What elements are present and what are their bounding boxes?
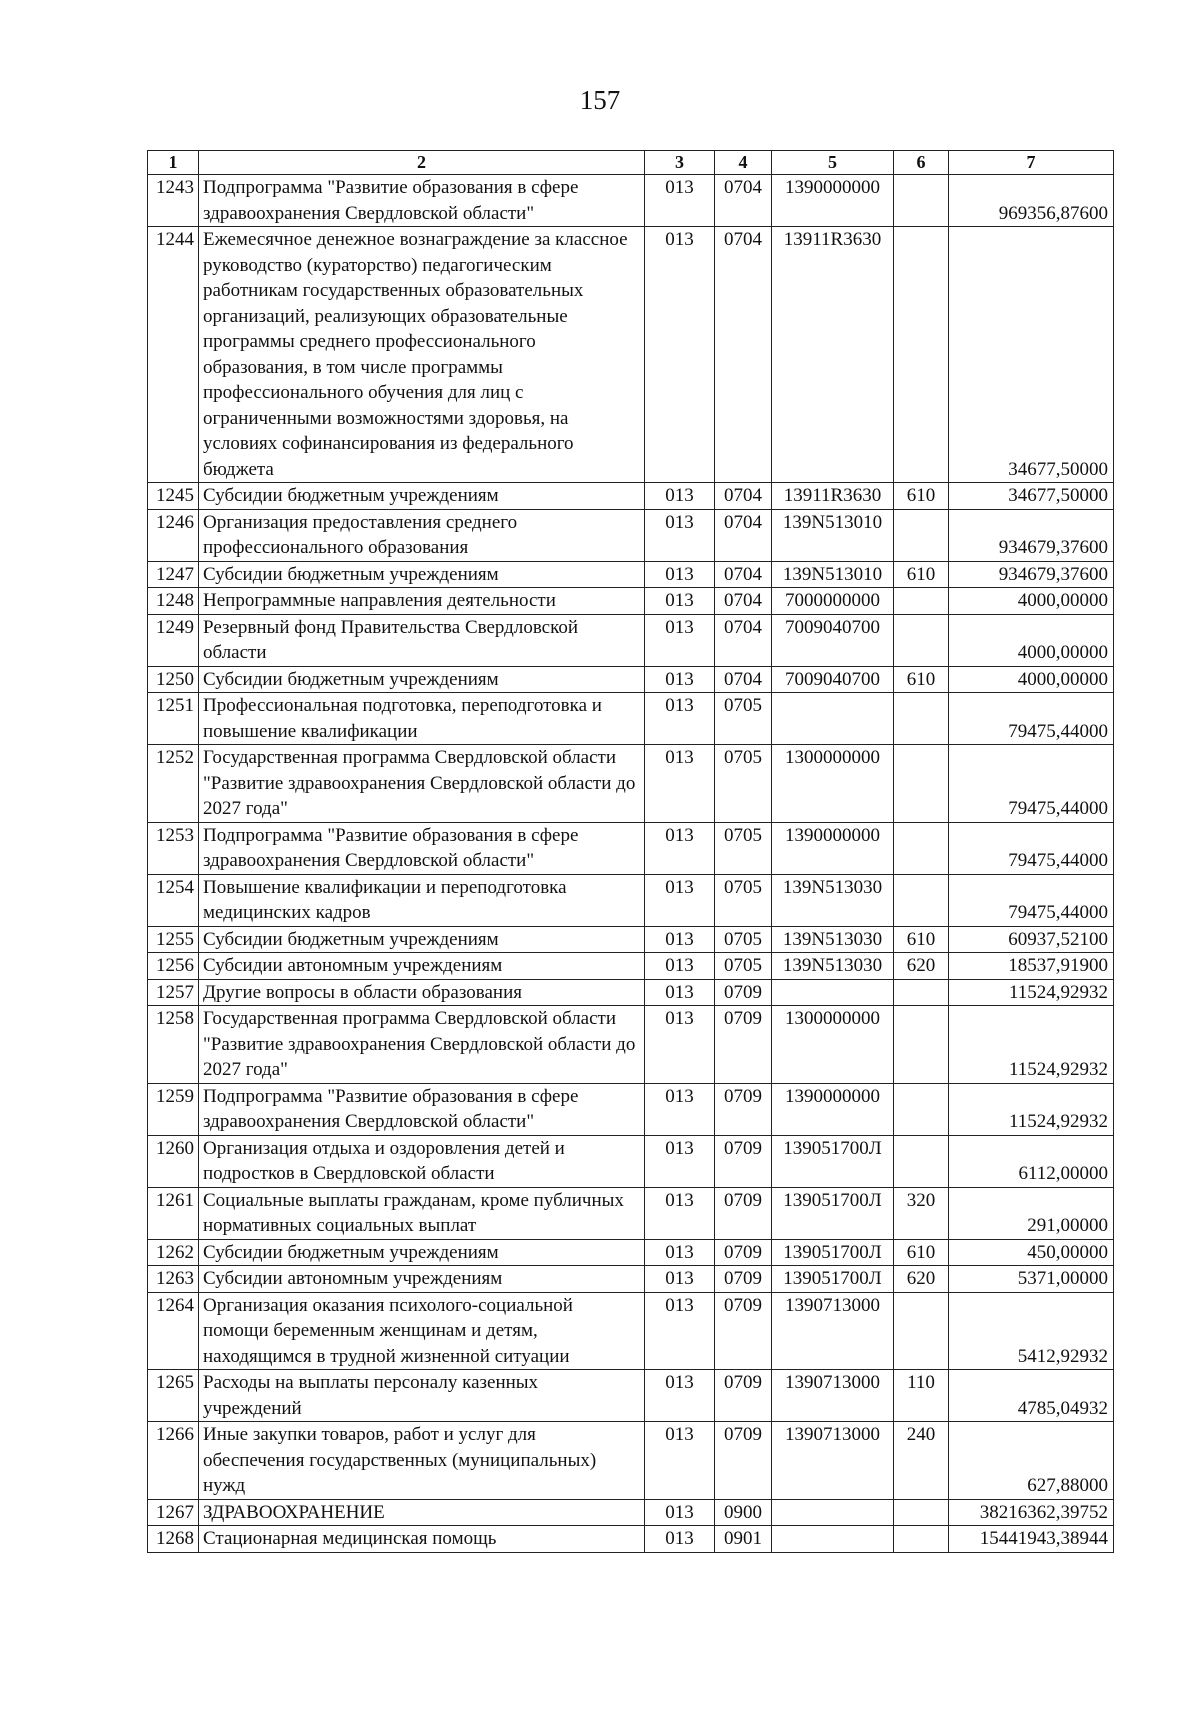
row-code-4: 0709 [715, 1083, 772, 1135]
row-sum: 79475,44000 [949, 822, 1114, 874]
row-code-5: 139N513010 [772, 509, 894, 561]
row-name: Субсидии бюджетным учреждениям [199, 561, 645, 588]
row-code-5: 1390000000 [772, 1083, 894, 1135]
table-row [148, 175, 1114, 227]
row-code-4: 0705 [715, 926, 772, 953]
row-code-5: 139051700Л [772, 1266, 894, 1293]
row-sum: 969356,87600 [949, 175, 1114, 227]
row-code-3: 013 [645, 1370, 715, 1422]
row-code-4: 0704 [715, 561, 772, 588]
row-sum: 934679,37600 [949, 509, 1114, 561]
row-code-5 [772, 979, 894, 1006]
row-code-3: 013 [645, 1083, 715, 1135]
row-name: Организация предоставления среднего профессионального образования [199, 509, 645, 561]
row-code-4: 0704 [715, 588, 772, 615]
row-number: 1256 [148, 953, 199, 980]
row-sum: 4000,00000 [949, 588, 1114, 615]
row-code-3: 013 [645, 666, 715, 693]
row-code-6 [894, 614, 949, 666]
row-code-4: 0709 [715, 1135, 772, 1187]
table-row [148, 1083, 1114, 1135]
row-name: Подпрограмма "Развитие образования в сфере здравоохранения Свердловской области" [199, 822, 645, 874]
row-code-5: 139N513010 [772, 561, 894, 588]
row-code-6: 620 [894, 953, 949, 980]
row-name: Государственная программа Свердловской области "Развитие здравоохранения Свердловской области до 2027 года" [199, 1006, 645, 1084]
row-name: Субсидии бюджетным учреждениям [199, 1239, 645, 1266]
row-code-4: 0709 [715, 1292, 772, 1370]
row-number: 1252 [148, 745, 199, 823]
row-code-6 [894, 175, 949, 227]
row-number: 1258 [148, 1006, 199, 1084]
row-sum: 4785,04932 [949, 1370, 1114, 1422]
row-code-6: 320 [894, 1187, 949, 1239]
row-number: 1267 [148, 1499, 199, 1526]
row-number: 1262 [148, 1239, 199, 1266]
row-sum: 38216362,39752 [949, 1499, 1114, 1526]
row-sum: 4000,00000 [949, 666, 1114, 693]
row-code-3: 013 [645, 227, 715, 483]
row-code-3: 013 [645, 953, 715, 980]
row-code-6 [894, 509, 949, 561]
row-name: Субсидии бюджетным учреждениям [199, 926, 645, 953]
row-sum: 450,00000 [949, 1239, 1114, 1266]
row-name: Ежемесячное денежное вознаграждение за классное руководство (кураторство) педагогическим работникам государственных образовательных организаций, реализующих образовательные программы среднего профессионального образования, в том числе программы профессионального обучения для лиц с ограниченными возможностями здоровья, на условиях софинансирования из федерального бюджета [199, 227, 645, 483]
row-code-5: 1390713000 [772, 1370, 894, 1422]
row-code-6 [894, 1499, 949, 1526]
header-col-7: 7 [949, 151, 1114, 175]
row-code-3: 013 [645, 693, 715, 745]
row-code-4: 0704 [715, 175, 772, 227]
row-code-4: 0705 [715, 822, 772, 874]
row-code-4: 0709 [715, 1239, 772, 1266]
row-code-6 [894, 745, 949, 823]
row-sum: 79475,44000 [949, 693, 1114, 745]
table-row [148, 666, 1114, 693]
row-code-3: 013 [645, 561, 715, 588]
row-number: 1260 [148, 1135, 199, 1187]
table-row [148, 1499, 1114, 1526]
table-row [148, 874, 1114, 926]
table-row [148, 509, 1114, 561]
row-code-3: 013 [645, 1239, 715, 1266]
row-sum: 18537,91900 [949, 953, 1114, 980]
row-code-5: 1300000000 [772, 1006, 894, 1084]
row-code-4: 0705 [715, 693, 772, 745]
row-code-4: 0705 [715, 874, 772, 926]
row-code-5: 1390713000 [772, 1422, 894, 1500]
row-code-3: 013 [645, 979, 715, 1006]
row-code-6 [894, 1135, 949, 1187]
row-code-6 [894, 227, 949, 483]
row-sum: 11524,92932 [949, 1083, 1114, 1135]
row-sum: 79475,44000 [949, 874, 1114, 926]
row-sum: 5371,00000 [949, 1266, 1114, 1293]
row-code-3: 013 [645, 745, 715, 823]
row-sum: 291,00000 [949, 1187, 1114, 1239]
row-sum: 15441943,38944 [949, 1526, 1114, 1553]
row-code-3: 013 [645, 1135, 715, 1187]
row-code-3: 013 [645, 1292, 715, 1370]
row-number: 1251 [148, 693, 199, 745]
table-row [148, 1526, 1114, 1553]
row-code-5: 139N513030 [772, 953, 894, 980]
table-row [148, 1006, 1114, 1084]
row-code-4: 0704 [715, 227, 772, 483]
row-number: 1264 [148, 1292, 199, 1370]
table-row [148, 822, 1114, 874]
row-code-6 [894, 1006, 949, 1084]
row-code-5: 7000000000 [772, 588, 894, 615]
table-body [148, 175, 1114, 1553]
row-code-4: 0704 [715, 614, 772, 666]
row-code-4: 0709 [715, 1006, 772, 1084]
row-code-3: 013 [645, 926, 715, 953]
header-row [148, 151, 1114, 175]
row-code-4: 0704 [715, 666, 772, 693]
row-number: 1243 [148, 175, 199, 227]
row-number: 1266 [148, 1422, 199, 1500]
row-number: 1265 [148, 1370, 199, 1422]
row-name: Организация отдыха и оздоровления детей и подростков в Свердловской области [199, 1135, 645, 1187]
row-number: 1255 [148, 926, 199, 953]
row-sum: 11524,92932 [949, 979, 1114, 1006]
row-code-5: 139051700Л [772, 1239, 894, 1266]
table-row [148, 561, 1114, 588]
row-code-5: 139051700Л [772, 1135, 894, 1187]
row-sum: 34677,50000 [949, 483, 1114, 510]
row-name: ЗДРАВООХРАНЕНИЕ [199, 1499, 645, 1526]
row-number: 1244 [148, 227, 199, 483]
row-sum: 4000,00000 [949, 614, 1114, 666]
row-code-5: 1300000000 [772, 745, 894, 823]
row-code-6: 620 [894, 1266, 949, 1293]
row-sum: 627,88000 [949, 1422, 1114, 1500]
table-row [148, 588, 1114, 615]
table-row [148, 614, 1114, 666]
row-code-4: 0704 [715, 483, 772, 510]
row-name: Расходы на выплаты персоналу казенных учреждений [199, 1370, 645, 1422]
row-number: 1246 [148, 509, 199, 561]
row-code-6 [894, 874, 949, 926]
row-sum: 34677,50000 [949, 227, 1114, 483]
row-number: 1257 [148, 979, 199, 1006]
table-row [148, 953, 1114, 980]
row-name: Резервный фонд Правительства Свердловской области [199, 614, 645, 666]
row-name: Профессиональная подготовка, переподготовка и повышение квалификации [199, 693, 645, 745]
row-name: Организация оказания психолого-социальной помощи беременным женщинам и детям, находящимся в трудной жизненной ситуации [199, 1292, 645, 1370]
row-code-6 [894, 693, 949, 745]
table-row [148, 1422, 1114, 1500]
row-code-3: 013 [645, 614, 715, 666]
row-number: 1259 [148, 1083, 199, 1135]
row-name: Субсидии бюджетным учреждениям [199, 666, 645, 693]
row-code-4: 0705 [715, 745, 772, 823]
row-code-6: 610 [894, 1239, 949, 1266]
table-row [148, 926, 1114, 953]
row-code-6 [894, 588, 949, 615]
row-code-5: 139N513030 [772, 874, 894, 926]
row-code-6: 240 [894, 1422, 949, 1500]
row-code-3: 013 [645, 1422, 715, 1500]
row-code-6 [894, 1526, 949, 1553]
row-code-3: 013 [645, 1499, 715, 1526]
budget-table [147, 150, 1114, 1553]
row-code-6: 610 [894, 926, 949, 953]
header-col-2: 2 [199, 151, 645, 175]
header-col-1: 1 [148, 151, 199, 175]
row-name: Подпрограмма "Развитие образования в сфере здравоохранения Свердловской области" [199, 175, 645, 227]
row-name: Государственная программа Свердловской области "Развитие здравоохранения Свердловской области до 2027 года" [199, 745, 645, 823]
row-code-3: 013 [645, 588, 715, 615]
row-code-5 [772, 693, 894, 745]
row-sum: 6112,00000 [949, 1135, 1114, 1187]
row-name: Иные закупки товаров, работ и услуг для обеспечения государственных (муниципальных) нужд [199, 1422, 645, 1500]
row-name: Другие вопросы в области образования [199, 979, 645, 1006]
row-code-6: 610 [894, 666, 949, 693]
row-code-5: 1390713000 [772, 1292, 894, 1370]
page-number: 157 [579, 85, 621, 115]
row-name: Социальные выплаты гражданам, кроме публичных нормативных социальных выплат [199, 1187, 645, 1239]
row-name: Непрограммные направления деятельности [199, 588, 645, 615]
row-code-6 [894, 822, 949, 874]
row-name: Субсидии автономным учреждениям [199, 953, 645, 980]
row-code-5 [772, 1526, 894, 1553]
row-code-6 [894, 1292, 949, 1370]
row-name: Подпрограмма "Развитие образования в сфере здравоохранения Свердловской области" [199, 1083, 645, 1135]
row-sum: 79475,44000 [949, 745, 1114, 823]
row-code-3: 013 [645, 509, 715, 561]
row-code-3: 013 [645, 1526, 715, 1553]
row-code-3: 013 [645, 1187, 715, 1239]
row-sum: 5412,92932 [949, 1292, 1114, 1370]
row-number: 1245 [148, 483, 199, 510]
row-sum: 60937,52100 [949, 926, 1114, 953]
table-row [148, 227, 1114, 483]
row-number: 1249 [148, 614, 199, 666]
row-code-4: 0709 [715, 1187, 772, 1239]
row-number: 1263 [148, 1266, 199, 1293]
row-code-5: 13911R3630 [772, 483, 894, 510]
row-code-3: 013 [645, 1266, 715, 1293]
header-col-4: 4 [715, 151, 772, 175]
row-code-4: 0705 [715, 953, 772, 980]
row-name: Повышение квалификации и переподготовка медицинских кадров [199, 874, 645, 926]
row-code-5: 13911R3630 [772, 227, 894, 483]
row-code-6: 110 [894, 1370, 949, 1422]
row-code-5: 139N513030 [772, 926, 894, 953]
row-code-6 [894, 979, 949, 1006]
row-code-5: 7009040700 [772, 666, 894, 693]
row-code-5 [772, 1499, 894, 1526]
row-code-4: 0709 [715, 1266, 772, 1293]
table-row [148, 1266, 1114, 1293]
table-row [148, 979, 1114, 1006]
row-code-3: 013 [645, 1006, 715, 1084]
row-code-5: 1390000000 [772, 822, 894, 874]
row-code-5: 7009040700 [772, 614, 894, 666]
row-code-5: 139051700Л [772, 1187, 894, 1239]
table-row [148, 1370, 1114, 1422]
row-code-4: 0704 [715, 509, 772, 561]
row-number: 1254 [148, 874, 199, 926]
header-col-3: 3 [645, 151, 715, 175]
row-code-3: 013 [645, 483, 715, 510]
row-sum: 934679,37600 [949, 561, 1114, 588]
row-code-6: 610 [894, 561, 949, 588]
row-number: 1253 [148, 822, 199, 874]
table-row [148, 745, 1114, 823]
row-number: 1247 [148, 561, 199, 588]
row-code-3: 013 [645, 874, 715, 926]
row-code-4: 0900 [715, 1499, 772, 1526]
row-number: 1248 [148, 588, 199, 615]
row-number: 1250 [148, 666, 199, 693]
table-row [148, 693, 1114, 745]
row-code-4: 0709 [715, 979, 772, 1006]
row-code-6 [894, 1083, 949, 1135]
row-code-4: 0901 [715, 1526, 772, 1553]
row-name: Субсидии автономным учреждениям [199, 1266, 645, 1293]
table-row [148, 483, 1114, 510]
row-name: Субсидии бюджетным учреждениям [199, 483, 645, 510]
header-col-6: 6 [894, 151, 949, 175]
table-row [148, 1292, 1114, 1370]
row-code-3: 013 [645, 822, 715, 874]
row-number: 1268 [148, 1526, 199, 1553]
row-code-6: 610 [894, 483, 949, 510]
header-col-5: 5 [772, 151, 894, 175]
table-row [148, 1239, 1114, 1266]
row-code-4: 0709 [715, 1370, 772, 1422]
table-row [148, 1135, 1114, 1187]
row-code-3: 013 [645, 175, 715, 227]
row-name: Стационарная медицинская помощь [199, 1526, 645, 1553]
row-code-5: 1390000000 [772, 175, 894, 227]
table-row [148, 1187, 1114, 1239]
row-number: 1261 [148, 1187, 199, 1239]
row-code-4: 0709 [715, 1422, 772, 1500]
row-sum: 11524,92932 [949, 1006, 1114, 1084]
